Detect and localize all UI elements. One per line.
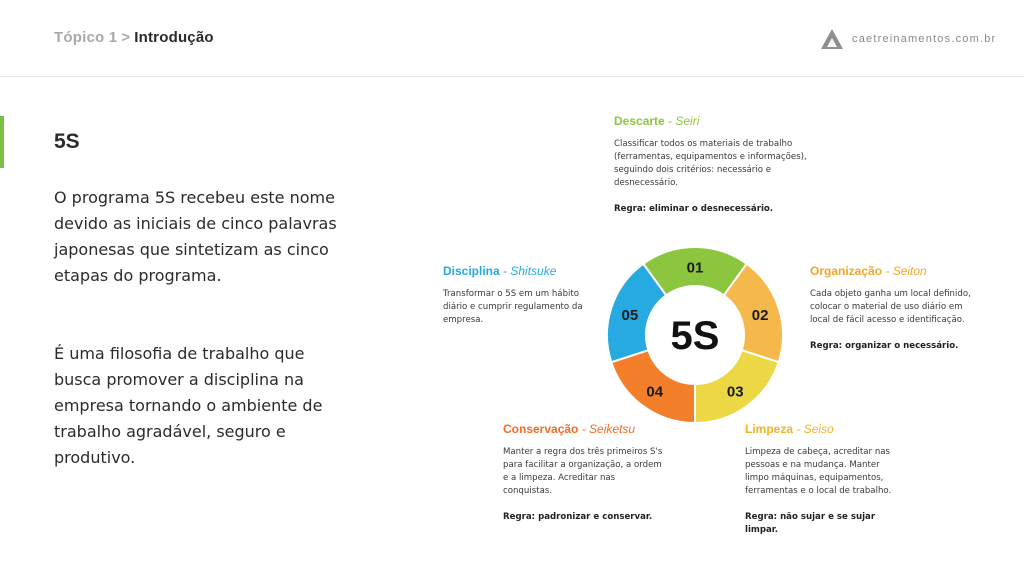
conservacao-rule: Regra: padronizar e conservar. [503,512,653,522]
limpeza-block [745,422,905,537]
conservacao-block [503,422,663,524]
breadcrumb [54,29,214,46]
limpeza-jp: - Seiso [796,422,834,436]
descarte-body: Classificar todos os materiais de trabalho (ferramentas, equipamentos e informações), seguindo dois critérios: necessário e desnecessário. [614,139,807,188]
descarte-jp: - Seiri [668,114,700,128]
conservacao-title: Conservação [503,422,579,436]
philosophy-paragraph: É uma filosofia de trabalho que busca promover a disciplina na empresa tornando o ambiente de trabalho agradável, seguro e produtivo. [54,344,323,467]
accent-bar [0,116,4,168]
conservacao-jp: - Seiketsu [581,422,636,436]
breadcrumb-parent[interactable]: Tópico 1 [54,29,118,46]
diagram-number-02: 02 [751,306,769,324]
descarte-block [614,114,814,216]
diagram-number-03: 03 [726,383,744,401]
brand-text[interactable]: caetreinamentos.com.br [852,33,997,45]
disciplina-jp: - Shitsuke [503,264,557,278]
organizacao-body: Cada objeto ganha um local definido, colocar o material de uso diário em local de fácil acesso e identificação. [810,289,971,325]
descarte-rule: Regra: eliminar o desnecessário. [614,204,774,214]
organizacao-rule: Regra: organizar o necessário. [810,341,959,351]
header [0,0,1024,77]
organizacao-jp: - Seiton [885,264,927,278]
diagram-center-label: 5S [670,314,720,358]
brand [820,28,996,50]
intro-paragraph: O programa 5S recebeu este nome devido as iniciais de cinco palavras japonesas que sintetizam as cinco etapas do programa. [54,188,337,285]
breadcrumb-current: Introdução [134,29,214,46]
limpeza-rule: Regra: não sujar e se sujar limpar. [745,512,876,535]
descarte-title: Descarte [614,114,665,128]
5s-cycle-diagram [580,220,810,450]
diagram-number-04: 04 [646,383,664,401]
disciplina-title: Disciplina [443,264,500,278]
page-title: 5S [54,130,80,153]
conservacao-body: Manter a regra dos três primeiros S's para facilitar a organização, a ordem e a limpeza. Acreditar nas conquistas. [503,447,663,496]
diagram-number-05: 05 [621,306,639,324]
limpeza-body: Limpeza de cabeça, acreditar nas pessoas e na mudança. Manter limpo máquinas, equipamentos, ferramentas e o local de trabalho. [745,447,892,496]
limpeza-title: Limpeza [745,422,794,436]
disciplina-block [443,264,593,327]
diagram-number-01: 01 [686,259,704,277]
organizacao-block [810,264,980,353]
breadcrumb-separator: > [121,29,131,46]
organizacao-title: Organização [810,264,883,278]
triangle-logo-icon [820,28,844,50]
disciplina-body: Transformar o 5S em um hábito diário e cumprir regulamento da empresa. [443,289,583,325]
